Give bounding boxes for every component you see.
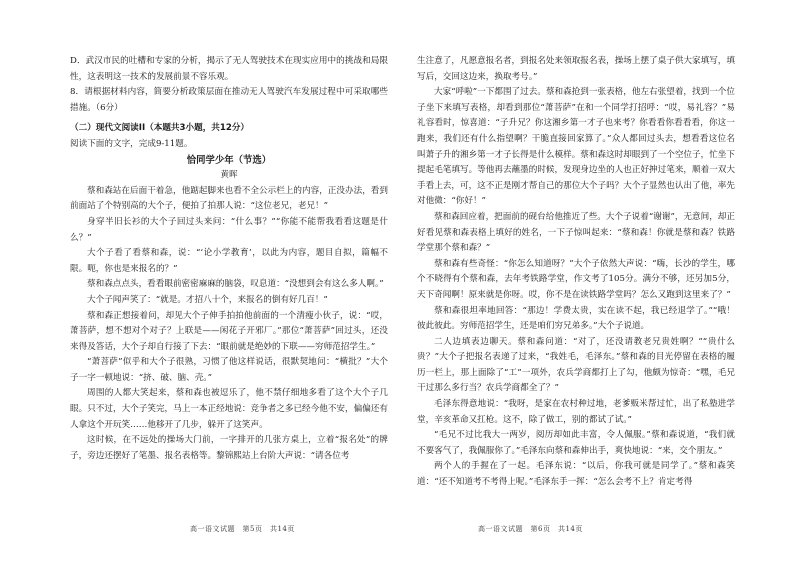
left-paragraph: 大个子看了看蔡和森，说：“‘论小学教育’，以此为内容，题目自拟，篇幅不限。呃，你也是来报名的？” bbox=[70, 248, 388, 274]
left-paragraph: 身穿半旧长衫的大个子回过头来问：“什么事？”“你能不能帮我看看这题是什么？” bbox=[70, 216, 388, 243]
question-8: 8．请根据材料内容，简要分析政策层面在推动无人驾驶汽车发展过程中可采取哪些措施。（6分） bbox=[70, 87, 388, 113]
right-paragraph: “毛兄不过比我大一两岁，阅历却如此丰富，令人佩服。”蔡和森说道，“我们就不要客气了，我佩服你了。”毛泽东向蔡和森伸出手，爽快地说：“来，交个朋友。” bbox=[417, 430, 735, 456]
right-page bbox=[417, 54, 735, 491]
left-paragraph: 蔡和森点点头，看看眼前密密麻麻的脑袋，叹息道：“没想到会有这么多人啊。” bbox=[87, 279, 384, 290]
right-paragraph: 生注意了，凡愿意报名者，到报名处来领取报名表，操场上摆了桌子供大家填写，填写后，交回这边来，换取考号。” bbox=[417, 56, 735, 82]
right-paragraph: 蔡和森有些奇怪：“你怎么知道呀？”大个子依然大声说：“嗨，长沙的学生，哪个不晓得有个蔡和森，去年考铁路学堂，作文考了105分。满分不够，还另加5分，天下奇闻啊！原来就是你呀。哎，你不是在读铁路学堂吗？怎么又跑到这里来了？” bbox=[417, 258, 735, 300]
right-paragraph: 两个人的手握在了一起。毛泽东说：“以后，你我可就是同学了。”蔡和森笑道：“还不知道考不考得上呢。”毛泽东手一挥：“怎么会考不上？肯定考得 bbox=[417, 461, 735, 488]
story-title: 恰同学少年（节选） bbox=[186, 154, 272, 166]
left-paragraph: 蔡和森站在后面干着急，他踮起脚来也看不全公示栏上的内容，正没办法，看到前面站了个特别高的大个子，便拍了拍那人说：“这位老兄，老兄！” bbox=[70, 185, 388, 212]
right-paragraph: 蔡和森回应着，把面前的砚台给他推近了些。大个子说着“谢谢”，无意间，却正好看见蔡和森表格上填好的姓名，一下子惊叫起来：“蔡和森！你就是蔡和森？铁路学堂那个蔡和森？” bbox=[417, 211, 735, 254]
page-footer-left: 高一语文试题 第5页 共14页 bbox=[190, 525, 295, 533]
question-d-option: D．武汉市民的吐槽和专家的分析，揭示了无人驾驶技术在现实应用中的挑战和局限性，这表明这一技术的发展前景不容乐观。 bbox=[70, 56, 388, 82]
page-footer-right: 高一语文试题 第6页 共14页 bbox=[478, 525, 583, 533]
right-paragraph: 二人边填表边聊天。蔡和森问道：“对了，还没请教老兄贵姓啊？”“贵什么贵？”大个子把报名表递了过来，“我姓毛，毛泽东。”蔡和森的目光停留在表格的履历一栏上，那上面除了“工”一项外，农兵学商都打上了勾，他颇为惊奇：“嘿，毛兄干过那么多行当？农兵学商都全了？” bbox=[417, 336, 735, 394]
story-author: 黄晖 bbox=[220, 170, 238, 181]
left-paragraph: 这时候，在不远处的操场大门前，一字排开的几张方桌上，立着“报名处”的牌子，旁边还摆好了笔墨、报名表格等。黎锦熙站上台阶大声说：“请各位考 bbox=[70, 435, 388, 461]
left-paragraph: 周围的人都大笑起来，蔡和森也被逗乐了，他不禁仔细地多看了这个大个子几眼。只不过，大个子笑完，马上一本正经地说：竞争者之多已经今他不安，偏偏还有人拿这个开玩笑……他移开了几步，躲开了这笑声。 bbox=[70, 388, 388, 430]
right-paragraph: 蔡和森很坦率地回答：“那边！学费太贵，实在读不起，我已经退学了。”“哦！彼此彼此。穷师范招学生，还是咱们穷兄弟多。”大个子说道。 bbox=[417, 305, 735, 332]
left-paragraph: 蔡和森正想接着问，却见大个子伸手拍拍他前面的一个清瘦小伙子，说：“哎，萧菩萨，想不想对个对子？上联是——闲花子开邪厂。”那位“萧菩萨”回过头，还没来得及答话，大个子却自行接了下去：“眼前就是绝妙的下联——穷师范招学生。” bbox=[70, 310, 388, 352]
reading-instruction: 阅读下面的文字，完成9-11题。 bbox=[70, 138, 193, 149]
left-page bbox=[70, 54, 388, 464]
left-paragraph: 大个子闻声笑了：“就是。才招八十个，来报名的倒有好几百！” bbox=[87, 294, 328, 305]
right-paragraph: 毛泽东得意地说：“我呀，是家在农村种过地，老爹贩米帮过忙，出了私塾进学堂，辛亥革命又扛枪。这不，除了做工，别的都试了试。” bbox=[417, 399, 735, 425]
left-paragraph: “萧菩萨”似乎和大个子很熟，习惯了他这样说话，很默契地问：“横批？”大个子一字一顿地说：“挤、破、脑、壳。” bbox=[70, 357, 388, 383]
section-title: （二）现代文阅读II（本题共3小题，共12分） bbox=[70, 123, 250, 134]
right-paragraph: 大家“呼啦”一下都围了过去。蔡和森抢到一张表格，他左右张望着，找到一个位子坐下来填写表格，却看到那位“萧菩萨”在和一个同学打招呼：“哎，易礼容？”易礼容看时，惊喜道：“子升兄？你这湘乡第一才子也来考？你看看你看看看，你这一跑来，我们还有什么指望啊？干脆直接回家算了。”众人都回过头去，想看看这位名叫萧子升的湘乡第一才子长得是什么模样。蔡和森这时却眼到了一个空位子，忙坐下提起毛笔填写。等他再去蘸墨的时候，发现身边坐的人也正好抻过笔来，顺着一双大手看上去，可，这不正是刚才帮自己的那位大个子吗？大个子显然也认出了他，率先对他微：“你好！” bbox=[417, 87, 735, 207]
